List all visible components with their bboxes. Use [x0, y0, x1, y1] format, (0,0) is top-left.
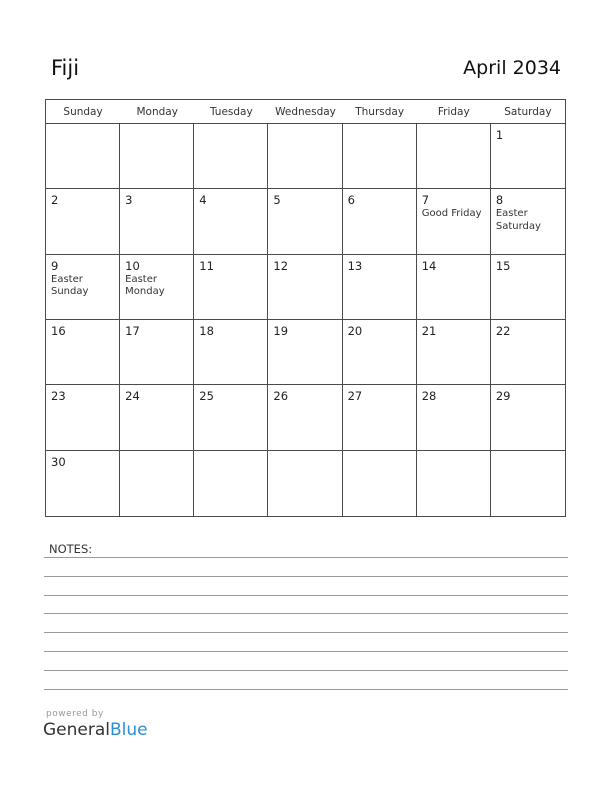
notes-line[interactable] [44, 632, 568, 633]
day-cell-22[interactable] [491, 320, 565, 385]
day-cell-empty[interactable] [268, 124, 342, 189]
day-cell-18[interactable] [194, 320, 268, 385]
day-cell-23[interactable] [46, 385, 120, 450]
day-cell-6[interactable] [343, 189, 417, 254]
day-cell-1[interactable] [491, 124, 565, 189]
notes-line[interactable] [44, 576, 568, 577]
day-cell-empty[interactable] [343, 451, 417, 516]
day-cell-empty[interactable] [46, 124, 120, 189]
notes-line[interactable] [44, 595, 568, 596]
day-number: 29 [495, 389, 511, 404]
day-cell-empty[interactable] [491, 451, 565, 516]
notes-line[interactable] [44, 689, 568, 690]
day-cell-7[interactable] [417, 189, 491, 254]
holiday-label: Easter Saturday [495, 208, 541, 232]
day-number: 2 [51, 193, 59, 208]
day-cell-9[interactable] [46, 255, 120, 320]
day-cell-30[interactable] [46, 451, 120, 516]
day-cell-25[interactable] [194, 385, 268, 450]
day-cell-28[interactable] [417, 385, 491, 450]
day-number: 9 [51, 258, 59, 273]
day-number: 17 [125, 324, 140, 338]
day-cell-empty[interactable] [194, 124, 268, 189]
day-cell-29[interactable] [491, 385, 565, 450]
day-cell-empty[interactable] [417, 124, 491, 189]
day-number: 6 [347, 193, 355, 208]
notes-line[interactable] [44, 651, 568, 652]
day-cell-8[interactable] [491, 189, 565, 254]
day-cell-17[interactable] [120, 320, 194, 385]
day-number: 30 [51, 454, 66, 469]
day-cell-10[interactable] [120, 255, 194, 320]
day-cell-4[interactable] [194, 189, 268, 254]
brand-logo[interactable] [43, 720, 148, 740]
weekday-header-wednesday: Wednesday [268, 100, 342, 124]
day-cell-empty[interactable] [120, 124, 194, 189]
day-cell-11[interactable] [194, 255, 268, 320]
day-number: 1 [495, 128, 504, 142]
day-number: 27 [347, 389, 363, 404]
month-year-title: April 2034 [463, 57, 561, 79]
holiday-label: Good Friday [421, 208, 482, 220]
day-cell-24[interactable] [120, 385, 194, 450]
day-cell-empty[interactable] [194, 451, 268, 516]
holiday-label: Easter Monday [125, 273, 165, 298]
day-number: 21 [421, 324, 437, 338]
day-number: 11 [199, 258, 214, 273]
day-number: 4 [199, 193, 207, 208]
weekday-header-thursday: Thursday [343, 100, 417, 124]
day-number: 25 [199, 389, 214, 404]
weekday-header-friday: Friday [417, 100, 491, 124]
weekday-header-sunday: Sunday [46, 100, 120, 124]
day-number: 8 [495, 193, 504, 208]
day-cell-12[interactable] [268, 255, 342, 320]
day-number: 3 [125, 193, 133, 208]
day-number: 18 [199, 324, 214, 338]
weekday-header-monday: Monday [120, 100, 194, 124]
day-number: 15 [495, 258, 511, 273]
day-number: 5 [273, 193, 281, 208]
day-cell-empty[interactable] [268, 451, 342, 516]
day-cell-19[interactable] [268, 320, 342, 385]
day-cell-16[interactable] [46, 320, 120, 385]
calendar-grid [45, 99, 566, 517]
day-number: 7 [421, 193, 430, 208]
day-cell-21[interactable] [417, 320, 491, 385]
day-cell-20[interactable] [343, 320, 417, 385]
notes-line[interactable] [44, 613, 568, 614]
day-cell-5[interactable] [268, 189, 342, 254]
day-number: 14 [421, 258, 437, 273]
day-number: 16 [51, 324, 66, 338]
day-number: 12 [273, 258, 289, 273]
notes-line[interactable] [44, 670, 568, 671]
notes-line[interactable] [44, 557, 568, 558]
day-number: 19 [273, 324, 289, 338]
weekday-header-tuesday: Tuesday [194, 100, 268, 124]
day-number: 13 [347, 258, 363, 273]
day-cell-15[interactable] [491, 255, 565, 320]
day-number: 28 [421, 389, 437, 404]
day-cell-empty[interactable] [417, 451, 491, 516]
weekday-header-saturday: Saturday [491, 100, 565, 124]
day-cell-2[interactable] [46, 189, 120, 254]
day-cell-26[interactable] [268, 385, 342, 450]
day-number: 24 [125, 389, 140, 404]
powered-by-text: powered by [46, 709, 104, 719]
day-cell-13[interactable] [343, 255, 417, 320]
holiday-label: Easter Sunday [51, 273, 89, 298]
day-cell-14[interactable] [417, 255, 491, 320]
day-number: 10 [125, 258, 140, 273]
day-cell-empty[interactable] [343, 124, 417, 189]
day-number: 26 [273, 389, 289, 404]
day-number: 22 [495, 324, 511, 338]
day-number: 20 [347, 324, 363, 338]
brand-name-blue: Blue [110, 720, 148, 740]
day-cell-27[interactable] [343, 385, 417, 450]
country-title: Fiji [51, 56, 80, 80]
day-number: 23 [51, 389, 66, 404]
day-cell-empty[interactable] [120, 451, 194, 516]
day-cell-3[interactable] [120, 189, 194, 254]
notes-label: NOTES: [49, 542, 93, 556]
brand-name-general: General [43, 720, 110, 740]
